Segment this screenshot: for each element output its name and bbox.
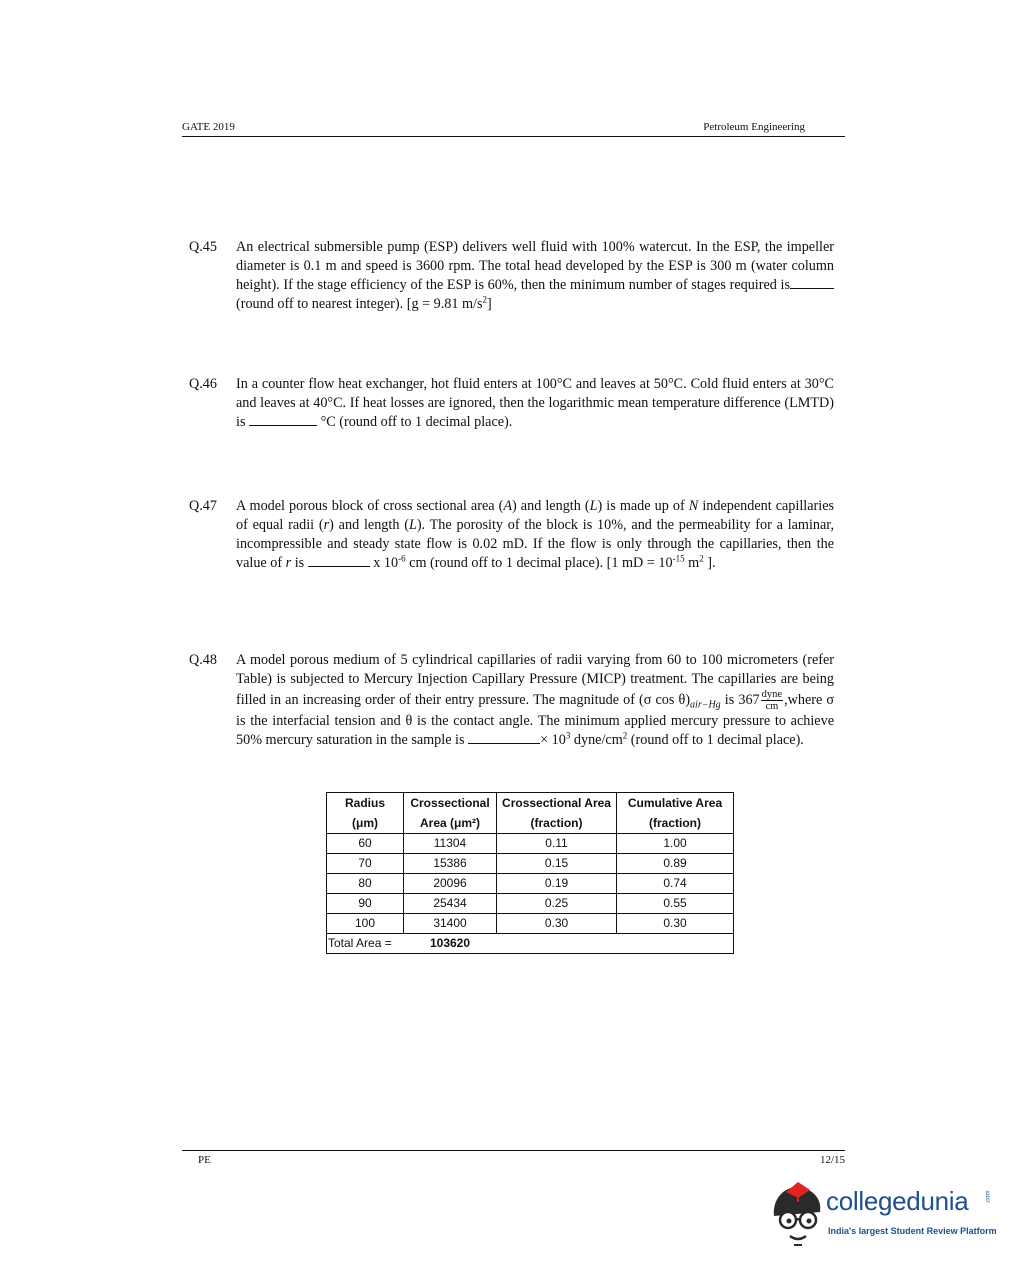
header-cell: (μm) bbox=[327, 813, 404, 834]
answer-blank bbox=[308, 554, 370, 567]
question-number: Q.48 bbox=[189, 652, 217, 668]
brand-name: collegedunia bbox=[826, 1186, 969, 1216]
page-footer bbox=[182, 1150, 845, 1167]
brand-suffix: .com bbox=[985, 1190, 992, 1204]
table-header-row bbox=[327, 793, 734, 814]
unit-fraction: $\frac{\text{dyne}}{cm}$ bbox=[761, 689, 783, 712]
question-text: In a counter flow heat exchanger, hot fluid enters at 100°C and leaves at 50°C. Cold fluid enters at 30°C and leaves at 40°C. If heat losses are ignored, then the logarithmic mean temperature difference (LMTD) is °C (round off to 1 decimal place). bbox=[236, 376, 834, 430]
page-number: 12/15 bbox=[819, 1154, 845, 1166]
question-number: Q.45 bbox=[189, 239, 217, 255]
header-cell: Cumulative Area bbox=[617, 793, 734, 814]
question-text: A model porous medium of 5 cylindrical capillaries of radii varying from 60 to 100 micrometers (refer Table) is subjected to Mercury Injection Capillary Pressure (MICP) treatment. The capillaries are being filled in an increasing order of their entry pressure. The magnitude of (σ $\cos \theta)_{air-Hg}$ is 367 $\frac{\text{dyne}}{cm}$ ,where σ is the interfacial tension and θ is the contact angle. The minimum applied mercury pressure to achieve 50% mercury saturation in the sample is × $10^3$ dyne/$cm^2$ (round off to 1 decimal place). bbox=[236, 652, 835, 748]
header-cell: (fraction) bbox=[497, 813, 617, 834]
brand-tagline: India's largest Student Review Platform bbox=[828, 1226, 997, 1236]
capillary-data-table bbox=[326, 792, 734, 954]
question-48 bbox=[189, 651, 834, 750]
question-number: Q.46 bbox=[189, 376, 217, 392]
answer-blank bbox=[790, 276, 834, 289]
question-47 bbox=[189, 497, 834, 573]
question-number: Q.47 bbox=[189, 498, 217, 514]
brand-logo bbox=[768, 1178, 998, 1248]
mascot-icon bbox=[768, 1178, 828, 1248]
question-text: An electrical submersible pump (ESP) delivers well fluid with 100% watercut. In the ESP, the impeller diameter is 0.1 m and speed is 3600 rpm. The total head developed by the ESP is 300 m (water column height). If the stage efficiency of the ESP is 60%, then the minimum number of stages required is (round off to nearest integer). [g = 9.81 $m/s^2$] bbox=[236, 239, 834, 312]
table-row: 100 31400 0.30 0.30 bbox=[327, 914, 734, 934]
table-row: 70 15386 0.15 0.89 bbox=[327, 854, 734, 874]
total-label: Total Area = bbox=[327, 934, 404, 954]
table-header-row bbox=[327, 813, 734, 834]
answer-blank bbox=[468, 731, 540, 744]
page-header bbox=[182, 120, 845, 137]
answer-blank bbox=[249, 413, 317, 426]
exam-title: GATE 2019 bbox=[182, 121, 235, 133]
total-value: 103620 bbox=[404, 934, 497, 954]
total-row bbox=[327, 934, 734, 954]
table-row: 90 25434 0.25 0.55 bbox=[327, 894, 734, 914]
header-cell: Crossectional bbox=[404, 793, 497, 814]
header-cell: Crossectional Area bbox=[497, 793, 617, 814]
header-cell: (fraction) bbox=[617, 813, 734, 834]
question-46 bbox=[189, 375, 834, 432]
question-text: A model porous block of cross sectional area (A) and length (L) is made up of N independent capillaries of equal radii (r) and length (L). The porosity of the block is 10%, and the permeability for a laminar, incompressible and steady state flow is 0.02 mD. If the flow is only through the capillaries, then the value of r is x $10^{-6}$ cm (round off to 1 decimal place). [1 mD = $10^{-15}$ $m^2$ ]. bbox=[236, 498, 835, 571]
footer-code: PE bbox=[198, 1154, 211, 1166]
table-row: 80 20096 0.19 0.74 bbox=[327, 874, 734, 894]
header-cell: Radius bbox=[327, 793, 404, 814]
question-45 bbox=[189, 238, 834, 314]
table-row: 60 11304 0.11 1.00 bbox=[327, 834, 734, 854]
header-cell: Area (μm²) bbox=[404, 813, 497, 834]
subject-title: Petroleum Engineering bbox=[703, 121, 805, 133]
